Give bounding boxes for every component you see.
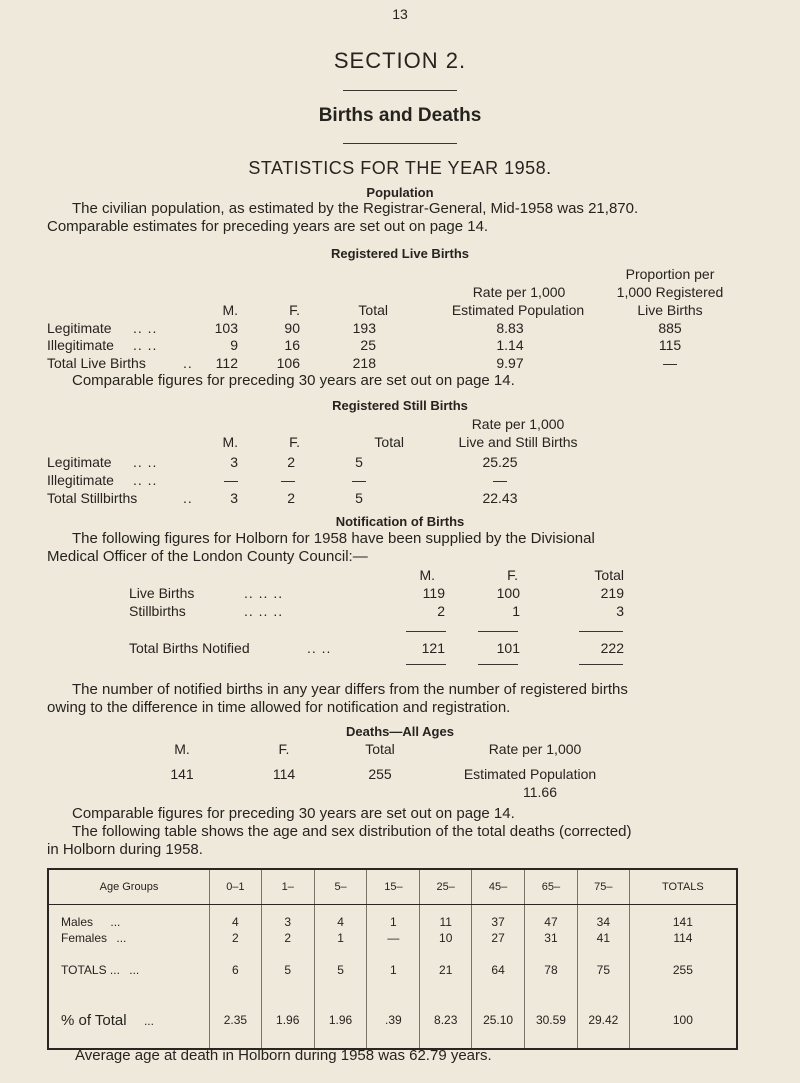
table-cell: 1.96	[314, 993, 367, 1049]
table-row	[48, 905, 737, 929]
sum-rule	[406, 631, 446, 632]
notification-title: Notification of Births	[335, 514, 465, 529]
header-cell: Age Groups	[48, 869, 209, 905]
cell-total: 25	[360, 337, 376, 353]
deaths-header-rate: Rate per 1,000	[488, 741, 582, 757]
population-title: Population	[366, 185, 434, 200]
table-cell: 2.35	[209, 993, 261, 1049]
cell-f: 100	[496, 585, 520, 601]
table-cell: 27	[472, 929, 525, 947]
table-cell: 2	[209, 929, 261, 947]
live-births-header-prop3: Live Births	[637, 302, 703, 318]
deaths-rate: 11.66	[523, 784, 557, 800]
cell-total: 5	[355, 454, 363, 470]
deaths-note-3: in Holborn during 1958.	[47, 841, 203, 858]
table-cell: 255	[629, 947, 737, 993]
table-cell: 141	[629, 905, 737, 929]
leader-dots: .. ..	[133, 454, 158, 470]
row-label: Illegitimate	[47, 337, 114, 353]
sum-rule	[579, 664, 623, 665]
cell-m: 119	[422, 585, 445, 601]
table-cell: 75	[577, 947, 629, 993]
cell-rate: 9.97	[496, 355, 524, 371]
sum-rule	[406, 664, 446, 665]
cell-f: —	[281, 472, 295, 488]
header-cell: 15–	[367, 869, 420, 905]
notification-note-1: The number of notified births in any year differs from the number of registered births	[72, 681, 628, 698]
leader-dots: .. ..	[307, 640, 332, 656]
header-cell: 25–	[420, 869, 472, 905]
header-cell: 45–	[472, 869, 525, 905]
table-cell: 78	[525, 947, 578, 993]
notification-header-m: M.	[419, 567, 435, 583]
cell-f: 90	[284, 320, 300, 336]
deaths-note-1: Comparable figures for preceding 30 years are set out on page 14.	[72, 805, 515, 822]
cell-f: 1	[512, 603, 520, 619]
still-births-header-rate2: Live and Still Births	[458, 434, 578, 450]
table-cell: 64	[472, 947, 525, 993]
cell-m: 9	[230, 337, 238, 353]
live-births-header-rate2: Estimated Population	[451, 302, 585, 318]
still-births-header-total: Total	[374, 434, 404, 450]
cell-m: 3	[230, 490, 238, 506]
notification-header-f: F.	[507, 567, 518, 583]
page-heading: Births and Deaths	[318, 105, 482, 126]
still-births-header-rate1: Rate per 1,000	[471, 416, 565, 432]
sum-rule	[478, 631, 518, 632]
table-cell: .39	[367, 993, 420, 1049]
table-cell: 4	[209, 905, 261, 929]
table-cell: 5	[314, 947, 367, 993]
cell-prop: 115	[658, 337, 682, 353]
deaths-total: 255	[368, 766, 392, 782]
row-label: Total Stillbirths	[47, 490, 138, 506]
deaths-header-m: M.	[174, 741, 190, 757]
leader-dots: ..	[183, 490, 193, 506]
table-cell: 6	[209, 947, 261, 993]
cell-m: 3	[230, 454, 238, 470]
table-cell: 1	[314, 929, 367, 947]
row-label: Females ...	[61, 930, 127, 945]
table-cell: 3	[261, 905, 314, 929]
table-cell: 21	[420, 947, 472, 993]
leader-dots: ..	[183, 355, 193, 371]
header-cell: 5–	[314, 869, 367, 905]
table-row	[48, 947, 737, 993]
cell-m: 103	[214, 320, 238, 336]
cell-prop: —	[663, 355, 677, 371]
table-row	[48, 929, 737, 947]
table-cell: 1.96	[261, 993, 314, 1049]
leader-dots: .. ..	[133, 337, 158, 353]
live-births-header-f: F.	[289, 302, 300, 318]
cell-m: 2	[437, 603, 445, 619]
table-cell: 29.42	[577, 993, 629, 1049]
live-births-header-prop2: 1,000 Registered	[616, 284, 724, 300]
table-cell: 11	[420, 905, 472, 929]
table-cell: 25.10	[472, 993, 525, 1049]
table-cell: 100	[629, 993, 737, 1049]
still-births-title: Registered Still Births	[332, 398, 468, 413]
page-number: 13	[392, 6, 408, 22]
table-row	[48, 993, 737, 1049]
row-label: Total Births Notified	[129, 640, 250, 656]
deaths-m: 141	[170, 766, 194, 782]
deaths-note-2: The following table shows the age and sex distribution of the total deaths (corrected)	[72, 823, 632, 840]
row-label: Live Births	[129, 585, 195, 601]
table-cell: 37	[472, 905, 525, 929]
header-cell: 75–	[577, 869, 629, 905]
leader-dots: .. ..	[133, 320, 158, 336]
still-births-header-m: M.	[222, 434, 238, 450]
table-cell: 31	[525, 929, 578, 947]
deaths-title: Deaths—All Ages	[346, 724, 454, 739]
table-cell: 1	[367, 947, 420, 993]
notification-text-2: Medical Officer of the London County Council:—	[47, 548, 368, 565]
sum-rule	[579, 631, 623, 632]
deaths-header-total: Total	[365, 741, 395, 757]
live-births-header-m: M.	[222, 302, 238, 318]
table-cell: 41	[577, 929, 629, 947]
leader-dots: .. .. ..	[244, 585, 284, 601]
table-cell: 4	[314, 905, 367, 929]
row-label: Illegitimate	[47, 472, 114, 488]
table-cell: 30.59	[525, 993, 578, 1049]
row-label: Stillbirths	[129, 603, 186, 619]
cell-total: 193	[352, 320, 376, 336]
footer-note: Average age at death in Holborn during 1958 was 62.79 years.	[75, 1047, 492, 1064]
table-cell: 2	[261, 929, 314, 947]
cell-total: 3	[616, 603, 624, 619]
live-births-header-total: Total	[358, 302, 388, 318]
row-label: Males ...	[61, 914, 121, 929]
table-header-row	[48, 869, 737, 905]
live-births-note: Comparable figures for preceding 30 years are set out on page 14.	[72, 372, 515, 389]
cell-rate: —	[493, 472, 507, 488]
cell-rate: 8.83	[496, 320, 524, 336]
cell-rate: 1.14	[496, 337, 524, 353]
population-text: The civilian population, as estimated by the Registrar-General, Mid-1958 was 21,870.	[72, 200, 639, 217]
notification-header-total: Total	[594, 567, 624, 583]
cell-total: 222	[600, 640, 624, 656]
cell-total: 218	[352, 355, 376, 371]
row-label: Total Live Births	[47, 355, 146, 371]
age-distribution-table	[47, 868, 738, 1050]
cell-f: 16	[284, 337, 300, 353]
notification-text-1: The following figures for Holborn for 1958 have been supplied by the Divisional	[72, 530, 595, 547]
row-label: % of Total ...	[61, 1011, 154, 1029]
deaths-header-f: F.	[278, 741, 290, 757]
row-label: TOTALS ... ...	[61, 962, 140, 977]
divider	[343, 90, 457, 91]
leader-dots: .. ..	[133, 472, 158, 488]
leader-dots: .. .. ..	[244, 603, 284, 619]
cell-m: 112	[215, 355, 238, 371]
header-cell: 0–1	[209, 869, 261, 905]
cell-total: 219	[600, 585, 624, 601]
table-cell: 10	[420, 929, 472, 947]
table-cell: 114	[629, 929, 737, 947]
table-cell: 5	[261, 947, 314, 993]
table-cell: 34	[577, 905, 629, 929]
live-births-header-rate1: Rate per 1,000	[472, 284, 566, 300]
header-cell: 1–	[261, 869, 314, 905]
cell-rate: 25.25	[482, 454, 518, 470]
table-cell: 47	[525, 905, 578, 929]
stats-title: STATISTICS FOR THE YEAR 1958.	[248, 158, 552, 178]
cell-m: 121	[421, 640, 445, 656]
header-cell: 65–	[525, 869, 578, 905]
cell-f: 2	[287, 454, 295, 470]
cell-m: —	[224, 472, 238, 488]
cell-prop: 885	[658, 320, 682, 336]
live-births-title: Registered Live Births	[331, 246, 469, 261]
cell-f: 2	[287, 490, 295, 506]
population-note: Comparable estimates for preceding years are set out on page 14.	[47, 218, 489, 235]
header-cell: TOTALS	[629, 869, 737, 905]
divider	[343, 143, 457, 144]
cell-f: 106	[276, 355, 300, 371]
cell-total: —	[352, 472, 366, 488]
sum-rule	[478, 664, 518, 665]
row-label: Legitimate	[47, 454, 112, 470]
table-cell: —	[367, 929, 420, 947]
cell-rate: 22.43	[482, 490, 518, 506]
still-births-header-f: F.	[289, 434, 300, 450]
table-cell: 1	[367, 905, 420, 929]
section-title: SECTION 2.	[333, 48, 467, 73]
cell-total: 5	[355, 490, 363, 506]
row-label: Legitimate	[47, 320, 112, 336]
notification-note-2: owing to the difference in time allowed for notification and registration.	[47, 699, 511, 716]
deaths-rate-label: Estimated Population	[463, 766, 597, 782]
deaths-f: 114	[272, 766, 296, 782]
cell-f: 101	[496, 640, 520, 656]
table-cell: 8.23	[420, 993, 472, 1049]
live-births-header-prop1: Proportion per	[625, 266, 715, 282]
